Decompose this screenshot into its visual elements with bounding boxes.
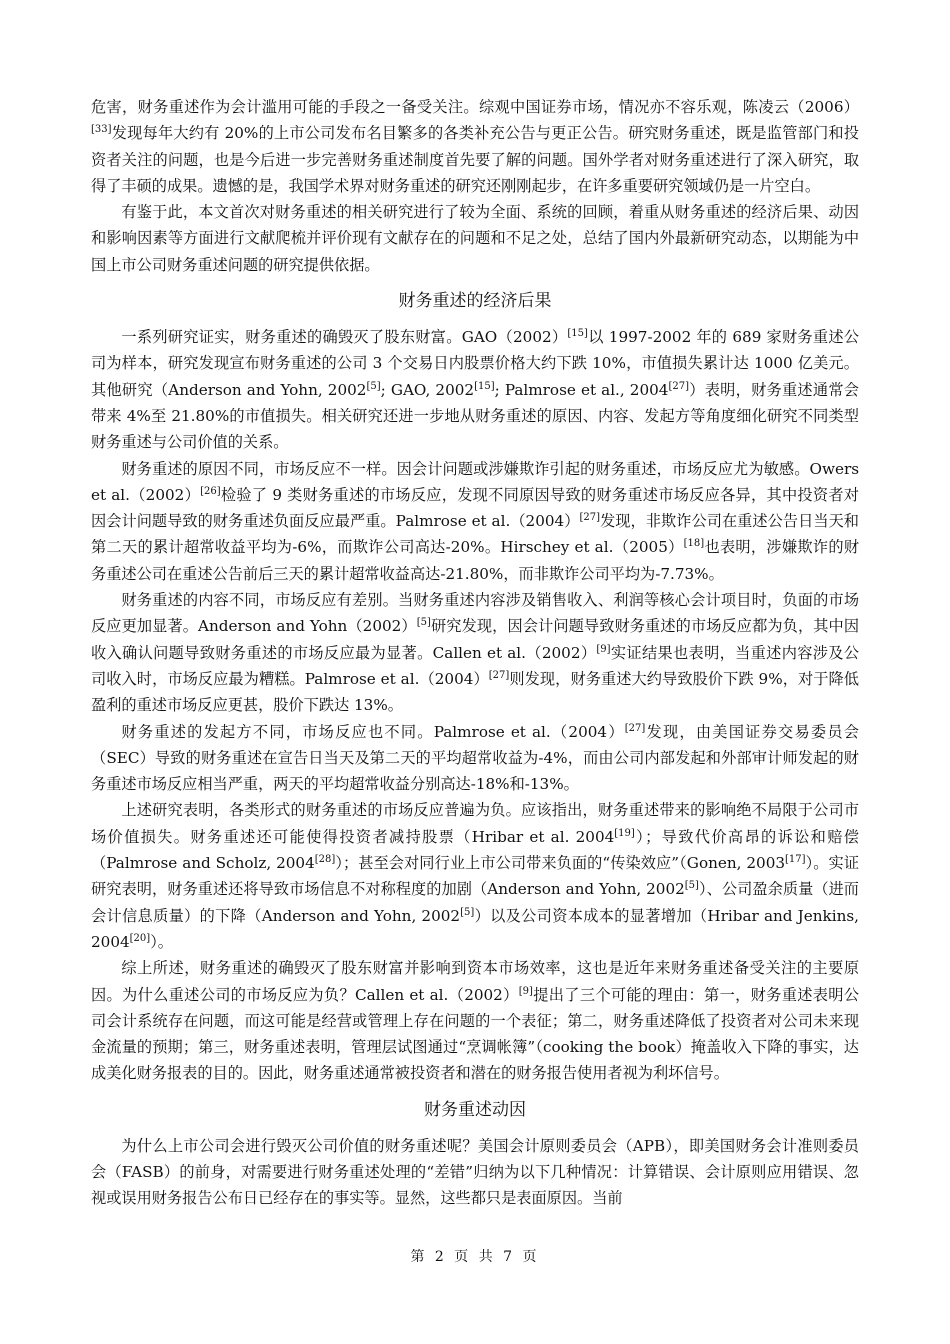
paragraph-text: 为什么上市公司会进行毁灭公司价值的财务重述呢？美国会计原则委员会（APB），即美国财务会计准则委员会（FASB）的前身，对需要进行财务重述处理的“差错”归纳为以下几种情况：计算错误、会计原则应用错误、忽视或误用财务报告公布日已经存在的事实等。显然，这些都只是表面原因。当前 xyxy=(91,1136,859,1208)
citation-reference: [5] xyxy=(684,880,699,892)
paragraph-text: ）、公司盈余质量（进而会计信息质量）的下降（Anderson and Yohn, 2002 xyxy=(91,880,859,925)
paragraph-text: 发现，由美国证券交易委员会（SEC）导致的财务重述在宣告日当天及第二天的平均超常收益为-4%，而由公司内部发起和外部审计师发起的财务重述市场反应相当严重，两天的平均超常收益分别高达-18%和-13%。 xyxy=(91,722,859,794)
paragraph-text: 提出了三个可能的理由：第一，财务重述表明公司会计系统存在问题，而这可能是经营或管理上存在问题的一个表征；第二，财务重述降低了投资者对公司未来现金流量的预期；第三，财务重述表明，管理层试图通过“烹调帐簿”（cooking the book）掩盖收入下降的事实，达成美化财务报表的目的。因此，财务重述通常被投资者和潜在的财务报告使用者视为利坏信号。 xyxy=(91,985,860,1083)
paragraph-text: ）；甚至会对同行业上市公司带来负面的“传染效应”（Gonen, 2003 xyxy=(335,854,786,873)
paragraph-text: ; GAO, 2002 xyxy=(380,380,475,399)
paragraph-text: 有鉴于此，本文首次对财务重述的相关研究进行了较为全面、系统的回顾，着重从财务重述的经济后果、动因和影响因素等方面进行文献爬梳并评价现有文献存在的问题和不足之处，总结了国内外最新研究动态，以期能为中国上市公司财务重述问题的研究提供依据。 xyxy=(91,203,859,274)
document-page xyxy=(91,94,859,1212)
section-heading-economic-consequences: 财务重述的经济后果 xyxy=(398,291,552,312)
paragraph-text: ）；导致代价高昂的诉讼和赔偿（Palmrose and Scholz, 2004 xyxy=(91,827,859,873)
paragraph-text: ）以及公司资本成本的显著增加（Hribar and Jenkins, 2004 xyxy=(91,906,859,951)
paragraph-text: 财务重述的发起方不同，市场反应也不同。Palmrose et al.（2004） xyxy=(121,722,625,741)
page-footer: 第 2 页 共 7 页 xyxy=(410,1249,540,1265)
citation-reference: [27] xyxy=(488,669,510,681)
paragraph-text: 也表明，涉嫌欺诈的财务重述公司在重述公告前后三天的累计超常收益高达-21.80%，而非欺诈公司平均为-7.73%。 xyxy=(91,538,860,583)
citation-reference: [15] xyxy=(567,328,588,340)
citation-reference: [5] xyxy=(366,380,381,392)
citation-reference: [33] xyxy=(91,124,112,136)
paragraph-text: 则发现，财务重述大约导致股价下跌 9%，对于降低盈利的重述市场反应更甚，股价下跌达 13%。 xyxy=(91,669,859,715)
paragraph-text: ）。 xyxy=(150,932,173,951)
citation-reference: [15] xyxy=(474,380,495,392)
paragraph-text: 综上所述，财务重述的确毁灭了股东财富并影响到资本市场效率，这也是近年来财务重述备受关注的主要原因。为什么重述公司的市场反应为负？Callen et al.（2002） xyxy=(91,959,859,1004)
paragraph-text: 研究发现，因会计问题导致财务重述的市场反应都为负，其中因收入确认问题导致财务重述的市场反应最为显著。Callen et al.（2002） xyxy=(91,617,860,662)
paragraph-text: ; Palmrose et al., 2004 xyxy=(494,380,669,399)
paragraph-text: 一系列研究证实，财务重述的确毁灭了股东财富。GAO（2002） xyxy=(121,328,568,347)
paragraph-text: 危害，财务重述作为会计滥用可能的手段之一备受关注。综观中国证券市场，情况亦不容乐观，陈凌云（2006） xyxy=(91,98,859,116)
section2-paragraph-1 xyxy=(91,1133,859,1212)
section1-paragraph-1 xyxy=(91,324,859,455)
citation-reference: [28] xyxy=(314,854,336,866)
section1-paragraph-5 xyxy=(91,797,859,955)
section1-paragraph-3 xyxy=(91,587,859,718)
citation-reference: [9] xyxy=(518,985,533,997)
paragraph-text: 实证结果也表明，当重述内容涉及公司收入时，市场反应最为糟糕。Palmrose et al.（2004） xyxy=(91,643,860,688)
paragraph-text: ）表明，财务重述通常会带来 4%至 21.80%的市值损失。相关研究还进一步地从财务重述的原因、内容、发起方等角度细化研究不同类型财务重述与公司价值的关系。 xyxy=(91,380,859,452)
citation-reference: [18] xyxy=(683,538,705,550)
intro-paragraph-1 xyxy=(91,94,859,199)
section1-paragraph-4 xyxy=(91,719,859,798)
citation-reference: [27] xyxy=(579,512,601,524)
citation-reference: [5] xyxy=(460,906,475,918)
paragraph-text: 检验了 9 类财务重述的市场反应，发现不同原因导致的财务重述市场反应各异，其中投资者对因会计问题导致的财务重述负面反应最严重。Palmrose et al.（2004） xyxy=(91,485,859,531)
paragraph-text: ）。实证研究表明，财务重述还将导致市场信息不对称程度的加剧（Anderson and Yohn, 2002 xyxy=(91,854,860,899)
citation-reference: [27] xyxy=(624,722,646,734)
citation-reference: [9] xyxy=(596,643,611,655)
citation-reference: [27] xyxy=(668,380,689,392)
citation-reference: [5] xyxy=(416,617,431,629)
intro-paragraph-2 xyxy=(91,199,859,278)
section1-paragraph-6 xyxy=(91,955,859,1086)
citation-reference: [26] xyxy=(200,485,221,497)
section1-paragraph-2 xyxy=(91,456,859,587)
citation-reference: [20] xyxy=(129,932,151,944)
paragraph-text: 财务重述的原因不同，市场反应不一样。因会计问题或涉嫌欺诈引起的财务重述，市场反应尤为敏感。Owers et al.（2002） xyxy=(91,459,859,504)
paragraph-text: 以 1997-2002 年的 689 家财务重述公司为样本，研究发现宣布财务重述的公司 3 个交易日内股票价格大约下跌 10%，市值损失累计达 1000 亿美元。其他研究（Anderson and Yohn, 2002 xyxy=(91,328,860,399)
paragraph-text: 发现每年大约有 20%的上市公司发布名目繁多的各类补充公告与更正公告。研究财务重述，既是监管部门和投资者关注的问题，也是今后进一步完善财务重述制度首先要了解的问题。国外学者对财务重述进行了深入研究，取得了丰硕的成果。遗憾的是，我国学术界对财务重述的研究还刚刚起步，在许多重要研究领域仍是一片空白。 xyxy=(91,124,859,195)
paragraph-text: 财务重述的内容不同，市场反应有差别。当财务重述内容涉及销售收入、利润等核心会计项目时，负面的市场反应更加显著。Anderson and Yohn（2002） xyxy=(91,591,859,636)
citation-reference: [19] xyxy=(614,827,635,839)
paragraph-text: 上述研究表明，各类形式的财务重述的市场反应普遍为负。应该指出，财务重述带来的影响绝不局限于公司市场价值损失。财务重述还可能使得投资者减持股票（Hribar et al. 2004 xyxy=(91,801,859,846)
paragraph-text: 发现，非欺诈公司在重述公告日当天和第二天的累计超常收益平均为-6%，而欺诈公司高达-20%。Hirschey et al.（2005） xyxy=(91,512,859,557)
citation-reference: [17] xyxy=(785,854,806,866)
section-heading-motives: 财务重述动因 xyxy=(424,1099,526,1120)
